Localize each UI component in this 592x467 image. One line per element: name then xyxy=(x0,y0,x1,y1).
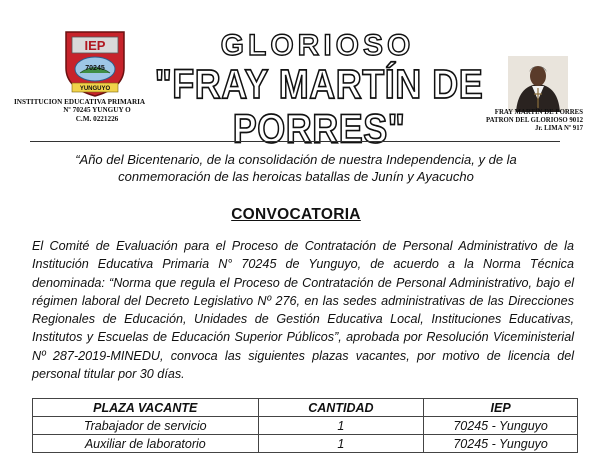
column-header-plaza: PLAZA VACANTE xyxy=(33,399,259,417)
school-info xyxy=(12,98,182,123)
column-header-cantidad: CANTIDAD xyxy=(258,399,424,417)
school-number: Nº 70245 YUNGUY O xyxy=(63,106,131,115)
document-heading: CONVOCATORIA xyxy=(231,206,361,223)
year-motto: “Año del Bicentenario, de la consolidación de nuestra Independencia, y de la conmemoración de las heroicas batallas de Junín y Ayacucho xyxy=(75,152,517,184)
title-glorioso: GLORIOSO xyxy=(220,29,415,62)
table-header-row xyxy=(33,399,578,417)
cell-cantidad: 1 xyxy=(258,435,424,453)
patron-address: Jr. LIMA Nº 917 xyxy=(534,125,583,132)
column-header-iep: IEP xyxy=(424,399,578,417)
cell-iep: 70245 - Yunguyo xyxy=(424,435,578,453)
table-row xyxy=(33,417,578,435)
logo-letters: IEP xyxy=(84,38,106,53)
school-cm: C.M. 0221226 xyxy=(75,114,119,123)
portrait-icon xyxy=(508,56,568,112)
vacancies-table xyxy=(32,398,578,453)
logo-number: 70245 xyxy=(85,65,105,72)
patron-role: PATRON DEL GLORIOSO 9012 xyxy=(486,117,583,124)
patron-portrait xyxy=(508,56,568,112)
body-paragraph: El Comité de Evaluación para el Proceso de Contratación de Personal Administrativo de la Institución Educativa Primaria N° 70245 de Yunguyo, de acuerdo a la Norma Técnica denominada: “Norma que regula el Proceso de Contratación de Personal Administrativo, bajo el régimen laboral del Decreto Legislativo Nº 276, en las sedes administrativas de las Direcciones Regionales de Educación, Unidades de Gestión Educativa Local, Instituciones Educativas, Institutos y Escuelas de Educación Superior Públicos”, aprobada por Resolución Viceministerial Nº 287-2019-MINEDU, convoca las siguientes plazas vacantes, por motivo de licencia del personal titular por 30 días. xyxy=(32,239,574,382)
title-school-name: "FRAY MARTÍN DE PORRES" xyxy=(154,60,484,152)
cell-iep: 70245 - Yunguyo xyxy=(424,417,578,435)
header-divider xyxy=(30,141,560,142)
patron-name: FRAY MARTÍN DE PORRES xyxy=(494,109,583,116)
cell-plaza: Trabajador de servicio xyxy=(33,417,259,435)
cell-plaza: Auxiliar de laboratorio xyxy=(33,435,259,453)
school-crest-icon xyxy=(58,26,132,100)
school-name: INSTITUCION EDUCATIVA PRIMARIA xyxy=(14,98,146,106)
patron-info xyxy=(455,109,583,133)
table-row xyxy=(33,435,578,453)
logo-place: YUNGUYO xyxy=(79,86,111,92)
cell-cantidad: 1 xyxy=(258,417,424,435)
school-logo xyxy=(58,26,132,100)
